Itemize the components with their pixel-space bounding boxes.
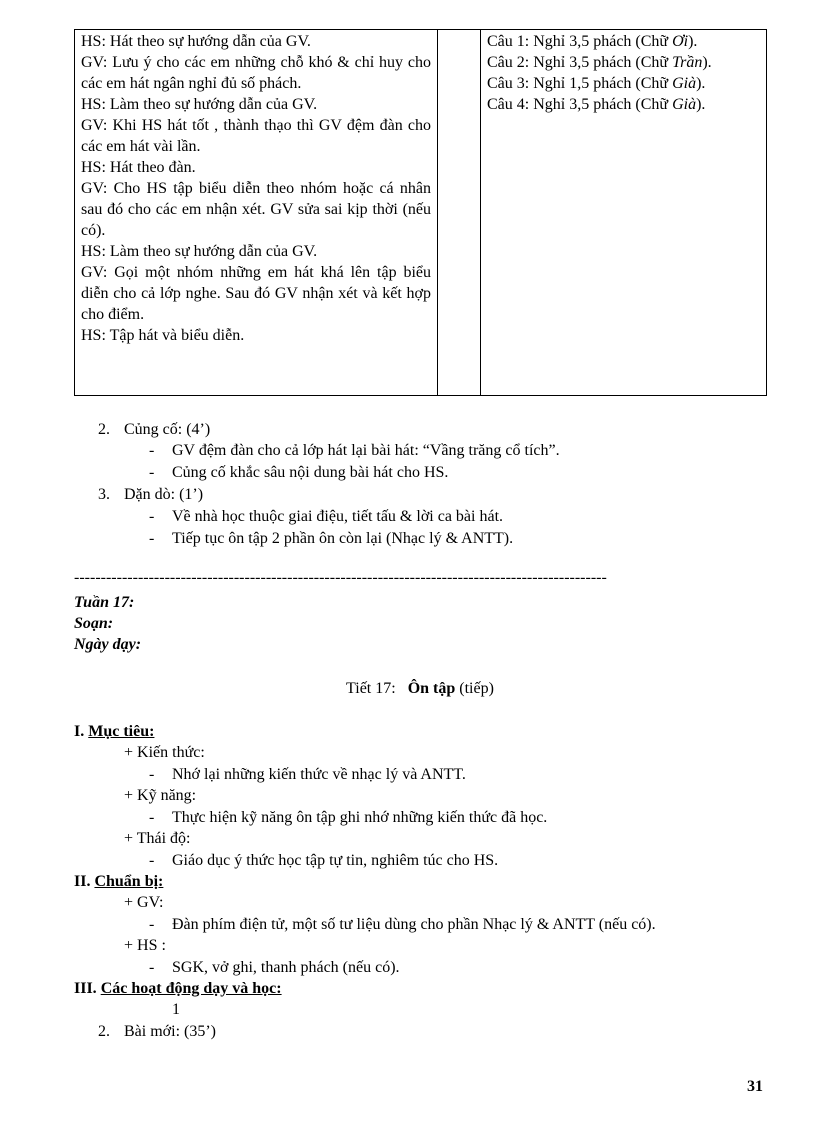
group-item: Nhớ lại những kiến thức về nhạc lý và ANTT.	[172, 766, 466, 783]
bullet-dash: -	[149, 852, 155, 869]
group-label: + Kiến thức:	[124, 744, 205, 761]
bullet-dash: -	[149, 508, 155, 525]
rest-notes-cell	[481, 30, 767, 396]
teach-date-label: Ngày dạy:	[74, 636, 142, 653]
activity-table	[74, 29, 767, 396]
bullet-dash: -	[149, 766, 155, 783]
step-2-number: 2.	[98, 1023, 110, 1040]
activity-line: GV: Lưu ý cho các em những chỗ khó & chỉ huy cho các em hát ngân nghỉ đủ số phách.	[81, 54, 431, 92]
group-label: + GV:	[124, 894, 164, 911]
dan-do-title: Dặn dò: (1’)	[124, 486, 204, 503]
dashed-separator: ----------------------------------------------------------------------------------------------------	[74, 569, 607, 586]
page-number: 31	[747, 1078, 763, 1095]
step-1: 1	[172, 1001, 180, 1018]
bullet-dash: -	[149, 959, 155, 976]
activity-line: HS: Tập hát và biểu diễn.	[81, 327, 245, 344]
rest-note-4: Câu 4: Nghỉ 3,5 phách (Chữ Già).	[487, 96, 706, 113]
activity-line: HS: Làm theo sự hướng dẫn của GV.	[81, 96, 318, 113]
activity-line: GV: Cho HS tập biểu diễn theo nhóm hoặc cá nhân sau đó cho các em nhận xét. GV sửa sai kịp thời (nếu có).	[81, 180, 431, 239]
activity-line: HS: Làm theo sự hướng dẫn của GV.	[81, 243, 318, 260]
activity-line: HS: Hát theo sự hướng dẫn của GV.	[81, 33, 311, 50]
cung-co-title: Củng cố: (4’)	[124, 421, 211, 438]
dan-do-number: 3.	[98, 486, 110, 503]
bullet-dash: -	[149, 809, 155, 826]
group-item: Đàn phím điện tử, một số tư liệu dùng cho phần Nhạc lý & ANTT (nếu có).	[172, 916, 656, 933]
week-label: Tuần 17:	[74, 594, 135, 611]
cung-co-item: GV đệm đàn cho cả lớp hát lại bài hát: “Vầng trăng cổ tích”.	[172, 442, 560, 459]
bullet-dash: -	[149, 916, 155, 933]
section-chuan-bi: II. Chuẩn bị:	[74, 873, 164, 890]
group-item: SGK, vở ghi, thanh phách (nếu có).	[172, 959, 400, 976]
rest-note-2: Câu 2: Nghỉ 3,5 phách (Chữ Trần).	[487, 54, 712, 71]
activity-line: GV: Khi HS hát tốt , thành thạo thì GV đệm đàn cho các em hát vài lần.	[81, 117, 431, 155]
group-item: Thực hiện kỹ năng ôn tập ghi nhớ những kiến thức đã học.	[172, 809, 548, 826]
activity-line: HS: Hát theo đàn.	[81, 159, 196, 176]
group-label: + Kỹ năng:	[124, 787, 197, 804]
dan-do-item: Về nhà học thuộc giai điệu, tiết tấu & lời ca bài hát.	[172, 508, 504, 525]
prepared-label: Soạn:	[74, 615, 114, 632]
teacher-student-activities-cell	[75, 30, 438, 396]
rest-note-1: Câu 1: Nghỉ 3,5 phách (Chữ Ơi).	[487, 33, 698, 50]
empty-middle-cell	[438, 30, 481, 396]
section-hoat-dong: III. Các hoạt động dạy và học:	[74, 980, 282, 997]
bullet-dash: -	[149, 530, 155, 547]
dan-do-item: Tiếp tục ôn tập 2 phần ôn còn lại (Nhạc lý & ANTT).	[172, 530, 514, 547]
section-muc-tieu: I. Mục tiêu:	[74, 723, 155, 740]
lesson-title: Tiết 17: Ôn tập (tiếp)	[346, 680, 494, 697]
group-item: Giáo dục ý thức học tập tự tin, nghiêm túc cho HS.	[172, 852, 499, 869]
bullet-dash: -	[149, 464, 155, 481]
rest-note-3: Câu 3: Nghỉ 1,5 phách (Chữ Già).	[487, 75, 706, 92]
cung-co-item: Củng cố khắc sâu nội dung bài hát cho HS.	[172, 464, 449, 481]
cung-co-number: 2.	[98, 421, 110, 438]
bullet-dash: -	[149, 442, 155, 459]
step-2-label: Bài mới: (35’)	[124, 1023, 216, 1040]
group-label: + HS :	[124, 937, 166, 954]
activity-line: GV: Gọi một nhóm những em hát khá lên tập biểu diễn cho cả lớp nghe. Sau đó GV nhận xét và kết hợp cho điểm.	[81, 264, 431, 323]
group-label: + Thái độ:	[124, 830, 191, 847]
